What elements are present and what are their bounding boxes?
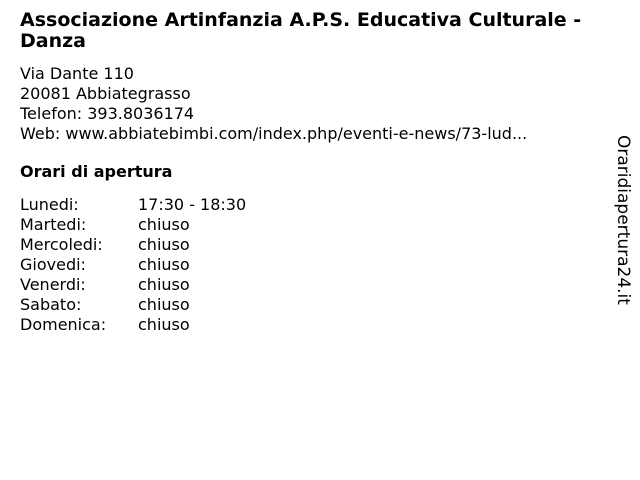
day-hours: 17:30 - 18:30: [138, 195, 247, 214]
hours-row-sunday: [20, 315, 610, 335]
day-label: Venerdi:: [20, 275, 86, 294]
website-link[interactable]: Web: www.abbiatebimbi.com/index.php/eventi-e-news/73-lud...: [20, 124, 528, 143]
opening-hours-heading: Orari di apertura: [20, 162, 173, 181]
hours-row-thursday: [20, 255, 610, 275]
hours-row-saturday: [20, 295, 610, 315]
opening-hours-table: [20, 195, 610, 335]
business-card: [20, 10, 610, 335]
day-label: Martedi:: [20, 215, 87, 234]
day-label: Mercoledi:: [20, 235, 103, 254]
postal-city: 20081 Abbiategrasso: [20, 84, 191, 103]
site-watermark: Oraridiapertura24.it: [613, 135, 633, 305]
hours-row-monday: [20, 195, 610, 215]
day-label: Lunedi:: [20, 195, 79, 214]
day-hours: chiuso: [138, 315, 190, 334]
hours-row-tuesday: [20, 215, 610, 235]
hours-row-wednesday: [20, 235, 610, 255]
business-name: Associazione Artinfanzia A.P.S. Educativa Culturale -Danza: [20, 9, 582, 52]
day-hours: chiuso: [138, 235, 190, 254]
phone-number[interactable]: Telefon: 393.8036174: [20, 104, 195, 123]
day-label: Domenica:: [20, 315, 107, 334]
street-address: Via Dante 110: [20, 64, 134, 83]
day-hours: chiuso: [138, 215, 190, 234]
address-block: [20, 64, 610, 144]
day-hours: chiuso: [138, 255, 190, 274]
day-hours: chiuso: [138, 275, 190, 294]
day-label: Sabato:: [20, 295, 82, 314]
day-label: Giovedi:: [20, 255, 86, 274]
hours-row-friday: [20, 275, 610, 295]
day-hours: chiuso: [138, 295, 190, 314]
